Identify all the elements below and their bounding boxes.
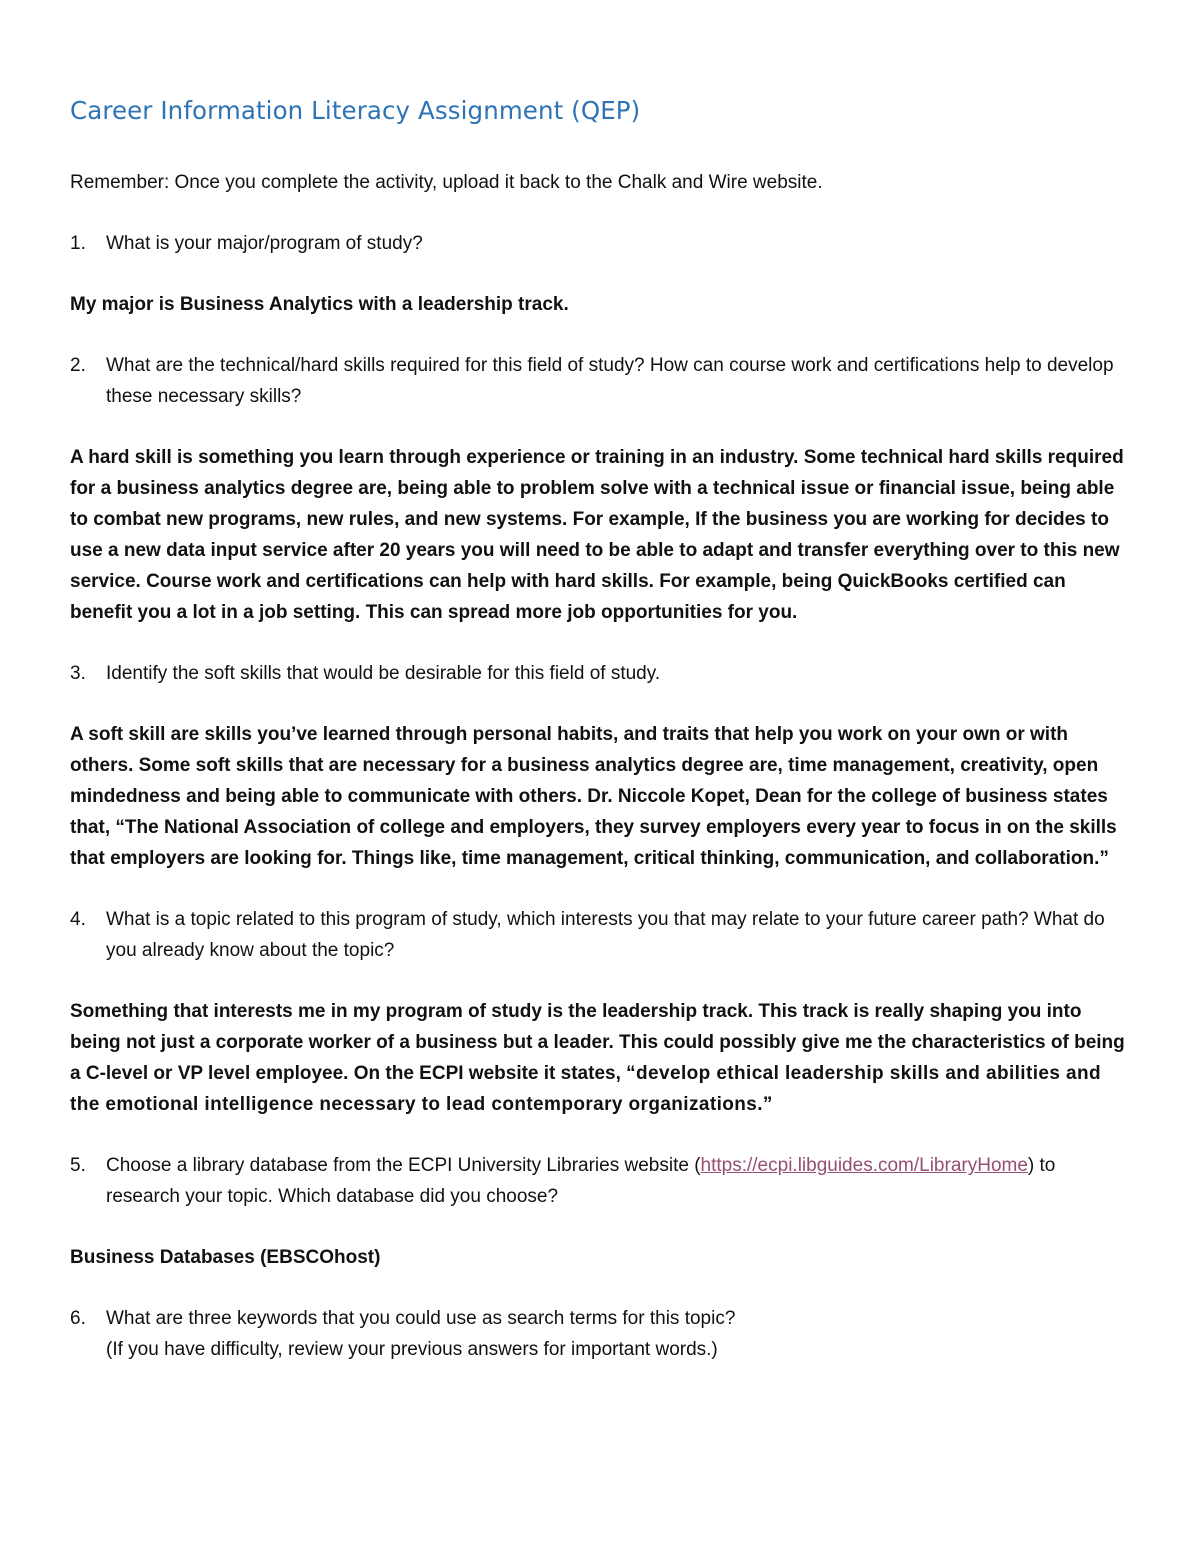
question-text: What is your major/program of study? <box>106 233 423 255</box>
question-number: 4. <box>70 909 86 931</box>
question-text-before: Choose a library database from the ECPI University Libraries website ( <box>106 1155 701 1177</box>
question-number: 3. <box>70 663 86 685</box>
answer-4 <box>70 996 1132 1120</box>
question-number: 2. <box>70 355 86 377</box>
document-page <box>70 96 1132 1395</box>
library-home-link[interactable]: https://ecpi.libguides.com/LibraryHome <box>700 1155 1028 1177</box>
question-5 <box>70 1150 1132 1212</box>
question-text-line1: What are three keywords that you could use as search terms for this topic? <box>106 1308 736 1330</box>
question-3 <box>70 658 1132 689</box>
question-text <box>106 1303 1132 1365</box>
question-text: What is a topic related to this program of study, which interests you that may relate to your future career path? What do you already know about the topic? <box>106 909 1105 962</box>
answer-5: Business Databases (EBSCOhost) <box>70 1247 381 1269</box>
question-1 <box>70 228 1132 259</box>
answer-2: A hard skill is something you learn through experience or training in an industry. Some technical hard skills required for a business analytics degree are, being able to problem solve with a technical issue or financial issue, being able to combat new programs, new rules, and new systems. For example, If the business you are working for decides to use a new data input service after 20 years you will need to be able to adapt and transfer everything over to this new service. Course work and certifications can help with hard skills. For example, being QuickBooks certified can benefit you a lot in a job setting. This can spread more job opportunities for you. <box>70 447 1124 624</box>
question-text-after: ) to research your topic. Which database did you choose? <box>106 1155 1056 1208</box>
answer-1: My major is Business Analytics with a leadership track. <box>70 294 569 316</box>
question-4 <box>70 904 1132 966</box>
reminder-text: Remember: Once you complete the activity, upload it back to the Chalk and Wire website. <box>70 172 823 194</box>
question-2 <box>70 350 1132 412</box>
answer-3: A soft skill are skills you’ve learned through personal habits, and traits that help you work on your own or with others. Some soft skills that are necessary for a business analytics degree are, time management, creativity, open mindedness and being able to communicate with others. Dr. Niccole Kopet, Dean for the college of business states that, “The National Association of college and employers, they survey employers every year to focus in on the skills that employers are looking for. Things like, time management, critical thinking, communication, and collaboration.” <box>70 724 1117 870</box>
question-text-line2: (If you have difficulty, review your previous answers for important words.) <box>106 1339 718 1361</box>
question-number: 5. <box>70 1155 86 1177</box>
question-text: Identify the soft skills that would be desirable for this field of study. <box>106 663 661 685</box>
question-number: 6. <box>70 1308 86 1330</box>
question-6 <box>70 1303 1132 1365</box>
answer-4-text: Something that interests me in my program of study is the leadership track. This track is really shaping you into being not just a corporate worker of a business but a leader. This could possibly give me the characteristics of being a C-level or VP level employee. On the ECPI website it states, <box>70 1001 1125 1085</box>
document-title: Career Information Literacy Assignment (QEP) <box>70 96 641 125</box>
answer-4-quote: “develop ethical leadership skills and abilities and the emotional intelligence necessary to lead contemporary organizations.” <box>70 1063 1101 1116</box>
question-text <box>106 1150 1132 1212</box>
question-text: What are the technical/hard skills required for this field of study? How can course work and certifications help to develop these necessary skills? <box>106 355 1114 408</box>
question-number: 1. <box>70 233 86 255</box>
